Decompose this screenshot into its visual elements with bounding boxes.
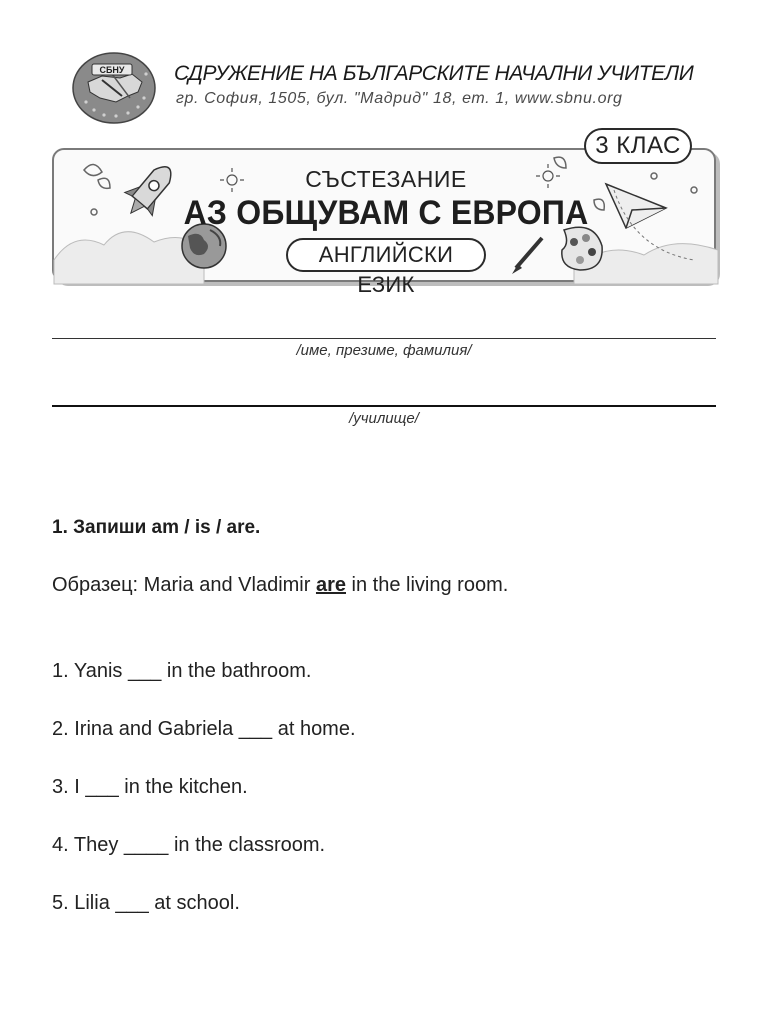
organization-address: гр. София, 1505, бул. "Мадрид" 18, ет. 1, www.sbnu.org — [176, 90, 623, 107]
banner-title: АЗ ОБЩУВАМ С ЕВРОПА — [183, 192, 589, 232]
example-prefix: Образец: Maria and Vladimir — [52, 574, 316, 596]
grade-badge: 3 КЛАС — [584, 128, 692, 164]
example-answer: are — [315, 574, 346, 596]
example-suffix: in the living room. — [346, 574, 509, 596]
competition-banner — [52, 148, 716, 297]
school-line[interactable] — [52, 405, 716, 407]
paint-palette-icon — [512, 227, 602, 274]
exercise-item-4[interactable]: 4. They ____ in the classroom. — [52, 834, 326, 856]
exercise-item-5[interactable]: 5. Lilia ___ at school. — [52, 892, 240, 914]
banner-line-1: СЪСТЕЗАНИЕ — [305, 166, 467, 192]
exercise-item-3[interactable]: 3. I ___ in the kitchen. — [52, 776, 248, 798]
name-caption: /име, презиме, фамилия/ — [296, 342, 472, 359]
task-title: 1. Запиши am / is / are. — [52, 517, 261, 538]
organization-name: СДРУЖЕНИЕ НА БЪЛГАРСКИТЕ НАЧАЛНИ УЧИТЕЛИ — [174, 62, 694, 85]
name-line[interactable] — [52, 338, 716, 339]
school-caption: /училище/ — [349, 410, 419, 427]
example-sentence — [52, 574, 508, 597]
logo-text: СБНУ — [99, 65, 125, 75]
exercise-item-2[interactable]: 2. Irina and Gabriela ___ at home. — [52, 718, 356, 740]
sbnu-logo — [72, 52, 156, 124]
subject-pill: АНГЛИЙСКИ ЕЗИК — [286, 238, 486, 272]
exercise-item-1[interactable]: 1. Yanis ___ in the bathroom. — [52, 660, 312, 682]
